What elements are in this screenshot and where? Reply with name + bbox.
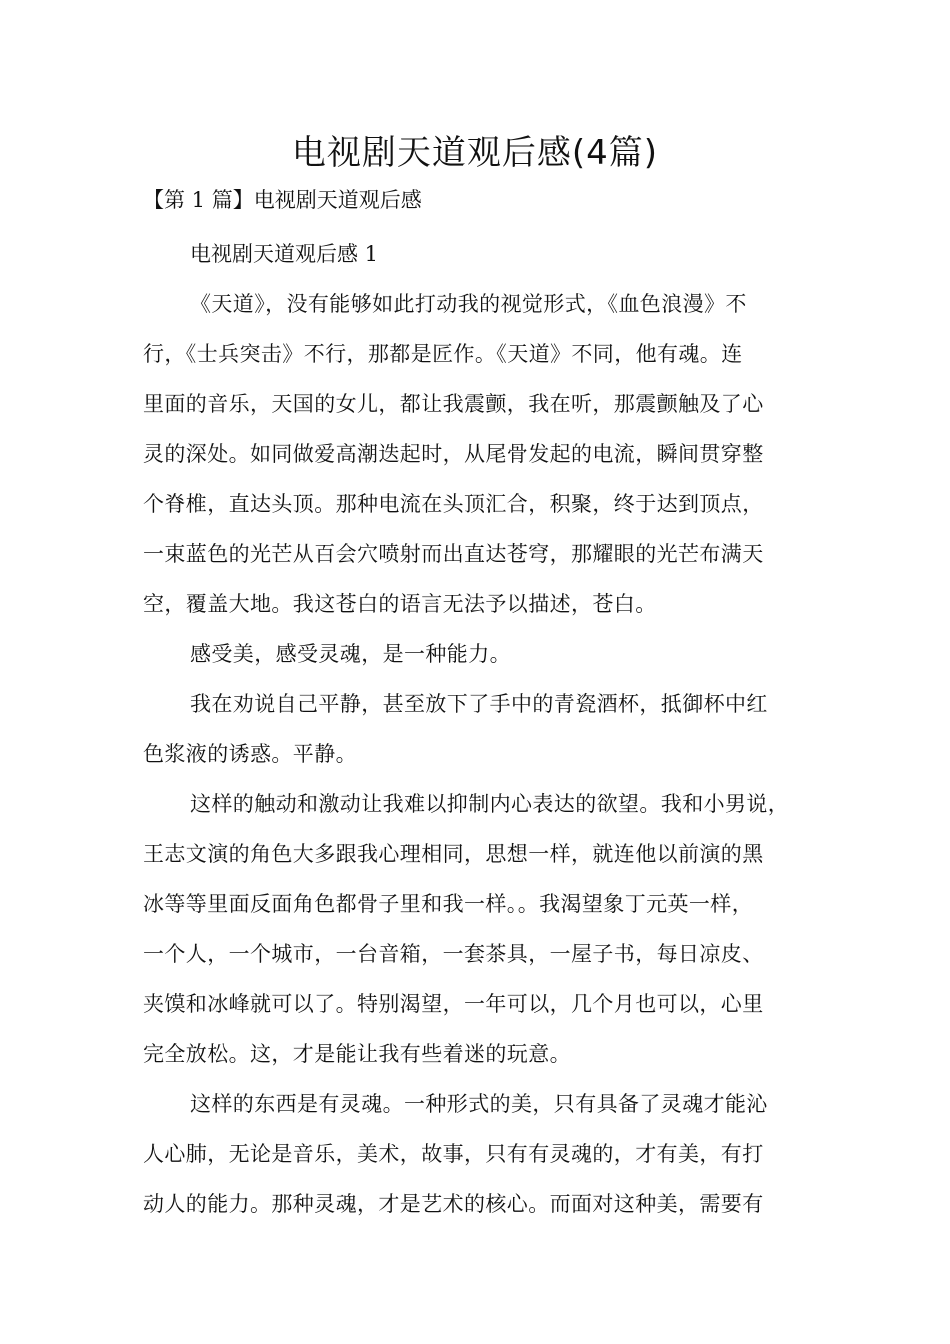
body-line: 完全放松。这，才是能让我有些着迷的玩意。 — [143, 1042, 571, 1066]
body-line: 一束蓝色的光芒从百会穴喷射而出直达苍穹，那耀眼的光芒布满天 — [143, 542, 764, 566]
body-line: 这样的东西是有灵魂。一种形式的美，只有具备了灵魂才能沁 — [190, 1092, 768, 1116]
body-line: 《天道》，没有能够如此打动我的视觉形式，《血色浪漫》不 — [190, 292, 747, 316]
body-line: 冰等等里面反面角色都骨子里和我一样。。我渴望象丁元英一样， — [143, 892, 754, 916]
body-line: 夹馍和冰峰就可以了。特别渴望，一年可以，几个月也可以，心里 — [143, 992, 764, 1016]
body-line: 行，《士兵突击》不行，那都是匠作。《天道》不同，他有魂。连 — [143, 342, 743, 366]
document-title: 电视剧天道观后感(4篇) — [291, 133, 659, 173]
body-line: 动人的能力。那种灵魂，才是艺术的核心。而面对这种美，需要有 — [143, 1192, 764, 1216]
body-line: 感受美，感受灵魂，是一种能力。 — [190, 642, 511, 666]
body-line: 灵的深处。如同做爱高潮迭起时，从尾骨发起的电流，瞬间贯穿整 — [143, 442, 764, 466]
body-line: 个脊椎，直达头顶。那种电流在头顶汇合，积聚，终于达到顶点， — [143, 492, 764, 516]
body-line: 里面的音乐，天国的女儿，都让我震颤，我在听，那震颤触及了心 — [143, 392, 764, 416]
section-heading: 【第 1 篇】电视剧天道观后感 — [143, 188, 422, 212]
body-line: 人心肺，无论是音乐，美术，故事，只有有灵魂的，才有美，有打 — [143, 1142, 764, 1166]
body-line: 王志文演的角色大多跟我心理相同，思想一样，就连他以前演的黑 — [143, 842, 764, 866]
article-body — [143, 286, 823, 1236]
article-subheading: 电视剧天道观后感 1 — [190, 242, 379, 266]
body-line: 空，覆盖大地。我这苍白的语言无法予以描述，苍白。 — [143, 592, 657, 616]
body-line: 色浆液的诱惑。平静。 — [143, 742, 357, 766]
body-line: 一个人，一个城市，一台音箱，一套茶具，一屋子书，每日凉皮、 — [143, 942, 764, 966]
body-line: 这样的触动和激动让我难以抑制内心表达的欲望。我和小男说， — [190, 792, 790, 816]
body-line: 我在劝说自己平静，甚至放下了手中的青瓷酒杯，抵御杯中红 — [190, 692, 768, 716]
